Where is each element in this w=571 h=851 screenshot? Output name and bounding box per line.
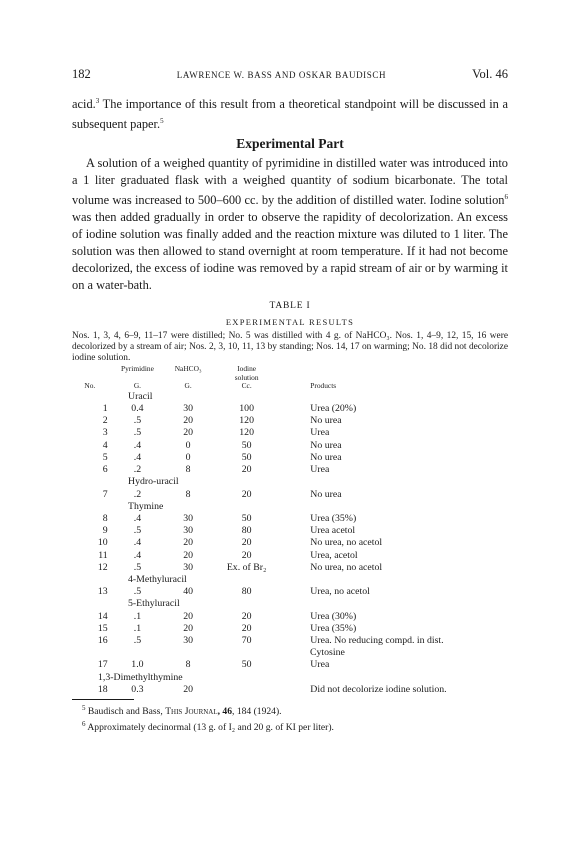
cell-iodine: 20 [241, 537, 252, 549]
table-row [72, 464, 508, 476]
cell-iodine: 50 [241, 439, 252, 451]
table-group-row [72, 501, 508, 513]
running-title: LAWRENCE W. BASS AND OSKAR BAUDISCH [176, 70, 387, 80]
cell-products: No urea, no acetol [310, 561, 383, 573]
group-name: Cytosine [310, 647, 345, 659]
cell-iodine: 20 [241, 549, 252, 561]
cell-no: 12 [97, 561, 108, 573]
cell-pyrimidine: 0.3 [131, 683, 144, 695]
cell-iodine [209, 684, 284, 696]
cell-products: Did not decolorize iodine solution. [310, 683, 447, 695]
cell-pyrimidine: 0.4 [131, 403, 144, 415]
cell-nahco3: 0 [185, 439, 191, 451]
cell-iodine: 80 [241, 586, 252, 598]
cell-iodine: 50 [241, 512, 252, 524]
cell-nahco3: 0 [185, 451, 191, 463]
cell-pyrimidine: .5 [133, 427, 142, 439]
cell-products: Urea. No reducing compd. in dist. [310, 634, 444, 646]
cell-nahco3: 30 [183, 403, 194, 415]
cell-no: 14 [97, 610, 108, 622]
cell-pyrimidine: .4 [133, 537, 142, 549]
cell-no: 15 [97, 622, 108, 634]
cell-products: No urea [310, 488, 342, 500]
cell-nahco3: 8 [185, 488, 191, 500]
results-table [72, 365, 508, 696]
group-name: 5-Ethyluracil [128, 598, 180, 610]
col-header-nahco3: NaHCO₃ [174, 364, 202, 374]
cell-products: Urea acetol [310, 525, 356, 537]
cell-no: 2 [102, 415, 108, 427]
footnote-rule [72, 699, 134, 700]
cell-pyrimidine: .4 [133, 451, 142, 463]
col-header-no: No. [84, 381, 96, 391]
cell-nahco3: 20 [183, 549, 194, 561]
experimental-paragraph: A solution of a weighed quantity of pyrimidine in distilled water was introduced into a 1 liter graduated flask with a weighed quantity of sodium bicarbonate. The total volume was increased to 500–600 cc. by the addition of distilled water. Iodine solution$^6$ was then added gradually in order to observe the rapidity of decolorization. An excess of iodine solution was finally added and the reaction mixture was diluted to 1 liter. The solution was then allowed to stand overnight at room temperature. If it had not become decolorized, the excess of iodine was removed by a rapid stream of air or by warming it on a water-bath. [72, 156, 508, 293]
cell-no: 16 [97, 634, 108, 646]
footnote-ref: 6 [504, 193, 508, 202]
cell-nahco3: 20 [183, 415, 194, 427]
table-row [72, 659, 508, 671]
table-row [72, 403, 508, 415]
cell-nahco3: 20 [183, 622, 194, 634]
table-row [72, 525, 508, 537]
cell-pyrimidine: .5 [133, 415, 142, 427]
col-header-nahco3-unit: G. [184, 381, 192, 391]
cell-iodine: 70 [241, 634, 252, 646]
cell-nahco3: 30 [183, 525, 194, 537]
cell-no: 10 [97, 537, 108, 549]
cell-no: 6 [102, 464, 108, 476]
table-label: TABLE I [269, 301, 311, 312]
cell-products: Urea [310, 659, 330, 671]
journal-page [72, 66, 508, 734]
col-header-products: Products [310, 381, 337, 391]
table-row [72, 415, 508, 427]
cell-products: Urea [310, 427, 330, 439]
cell-products: No urea [310, 415, 342, 427]
cell-products: Urea (35%) [310, 512, 357, 524]
table-row [72, 440, 508, 452]
table-group-row [72, 574, 508, 586]
cell-nahco3: 20 [183, 427, 194, 439]
cell-no: 17 [97, 659, 108, 671]
group-name: Hydro-uracil [128, 476, 179, 488]
cell-products: Urea (20%) [310, 403, 357, 415]
table-group-row [72, 476, 508, 488]
table-row [72, 452, 508, 464]
footnote-ref: 3 [95, 97, 100, 105]
cell-nahco3: 20 [183, 683, 194, 695]
cell-nahco3: 20 [183, 537, 194, 549]
cell-no: 3 [102, 427, 108, 439]
table-row [72, 623, 508, 635]
cell-no: 8 [102, 512, 108, 524]
cell-products: No urea [310, 439, 342, 451]
col-header-pyrimidine-unit: G. [133, 381, 142, 391]
cell-iodine: 20 [241, 488, 252, 500]
cell-no: 5 [102, 451, 108, 463]
footnote-5: $^5$ Baudisch and Bass, This Journal, 46, 184 (1924). [82, 703, 282, 718]
footnote-6: $^6$ Approximately decinormal (13 g. of I₂ and 20 g. of KI per liter). [82, 720, 334, 734]
table-title: EXPERIMENTAL RESULTS [225, 317, 355, 328]
cell-no: 18 [97, 683, 108, 695]
table-row [72, 562, 508, 574]
table-note: Nos. 1, 3, 4, 6–9, 11–17 were distilled; No. 5 was distilled with 4 g. of NaHCO₃. Nos. 1, 4–9, 12, 15, 16 were decolorized by a stream of air; Nos. 2, 3, 10, 11, 13 by standing; Nos. 14, 17 on warming; No. 18 did not decolorize iodine solution. [72, 331, 508, 364]
cell-nahco3: 30 [183, 634, 194, 646]
cell-products: Urea (30%) [310, 610, 357, 622]
table-row [72, 550, 508, 562]
cell-nahco3: 30 [183, 512, 194, 524]
table-row [72, 684, 508, 696]
table-row [72, 427, 508, 439]
table-group-row [72, 391, 508, 403]
cell-iodine: 120 [239, 427, 254, 439]
cell-pyrimidine: .5 [133, 561, 142, 573]
table-row [72, 489, 508, 501]
cell-iodine: Ex. of Br₂ [226, 561, 267, 573]
cell-nahco3: 8 [185, 464, 191, 476]
volume-label: Vol. 46 [472, 67, 508, 81]
cell-no: 7 [102, 488, 108, 500]
group-name: 1,3-Dimethylthymine [98, 671, 183, 683]
cell-products: Urea, no acetol [310, 586, 370, 598]
footnote-ref: 5 [160, 117, 164, 126]
cell-pyrimidine: .2 [133, 464, 142, 476]
running-header [72, 66, 508, 83]
table-row [72, 586, 508, 598]
col-header-pyrimidine: Pyrimidine [121, 364, 154, 374]
section-heading: Experimental Part [236, 136, 344, 152]
cell-products: Urea, acetol [310, 549, 358, 561]
group-name: Uracil [128, 390, 153, 402]
table-row [72, 537, 508, 549]
cell-iodine: 100 [239, 403, 254, 415]
page-number: 182 [72, 67, 91, 81]
cell-no: 4 [102, 439, 108, 451]
group-name: Thymine [128, 500, 164, 512]
cell-pyrimidine: .1 [133, 622, 142, 634]
cell-iodine: 50 [241, 451, 252, 463]
col-header-iodine-unit: Cc. [241, 381, 252, 391]
cell-pyrimidine: .1 [133, 610, 142, 622]
cell-products: No urea, no acetol [310, 537, 383, 549]
cell-iodine: 20 [241, 464, 252, 476]
group-name: 4-Methyluracil [128, 573, 187, 585]
intro-paragraph: acid.$^3$ The importance of this result from a theoretical standpoint will be discussed in a subsequent paper.$^5$ [72, 97, 508, 132]
cell-pyrimidine: .4 [133, 549, 142, 561]
table-group-row [72, 672, 508, 684]
table-group-row [72, 647, 508, 659]
cell-nahco3: 40 [183, 586, 194, 598]
cell-iodine: 20 [241, 622, 252, 634]
table-row [72, 513, 508, 525]
cell-no: 13 [97, 586, 108, 598]
cell-iodine: 20 [241, 610, 252, 622]
cell-pyrimidine: .5 [133, 634, 142, 646]
cell-products: Urea [310, 464, 330, 476]
cell-no: 11 [98, 549, 108, 561]
col-header-iodine-2: solution [234, 372, 259, 382]
cell-pyrimidine: 1.0 [131, 659, 144, 671]
cell-no: 9 [102, 525, 108, 537]
table-row [72, 635, 508, 647]
cell-iodine: 50 [241, 659, 252, 671]
cell-pyrimidine: .4 [133, 512, 142, 524]
cell-pyrimidine: .2 [133, 488, 142, 500]
cell-iodine: 80 [241, 525, 252, 537]
cell-pyrimidine: .5 [133, 586, 142, 598]
table-row [72, 611, 508, 623]
cell-pyrimidine: .4 [133, 439, 142, 451]
cell-products: No urea [310, 451, 342, 463]
table-group-row [72, 598, 508, 610]
cell-iodine: 120 [239, 415, 254, 427]
cell-no: 1 [102, 403, 108, 415]
cell-nahco3: 8 [185, 659, 191, 671]
col-header-iodine-1: Iodine [237, 364, 257, 374]
cell-nahco3: 20 [183, 610, 194, 622]
cell-products: Urea (35%) [310, 622, 357, 634]
cell-nahco3: 30 [183, 561, 194, 573]
cell-pyrimidine: .5 [133, 525, 142, 537]
